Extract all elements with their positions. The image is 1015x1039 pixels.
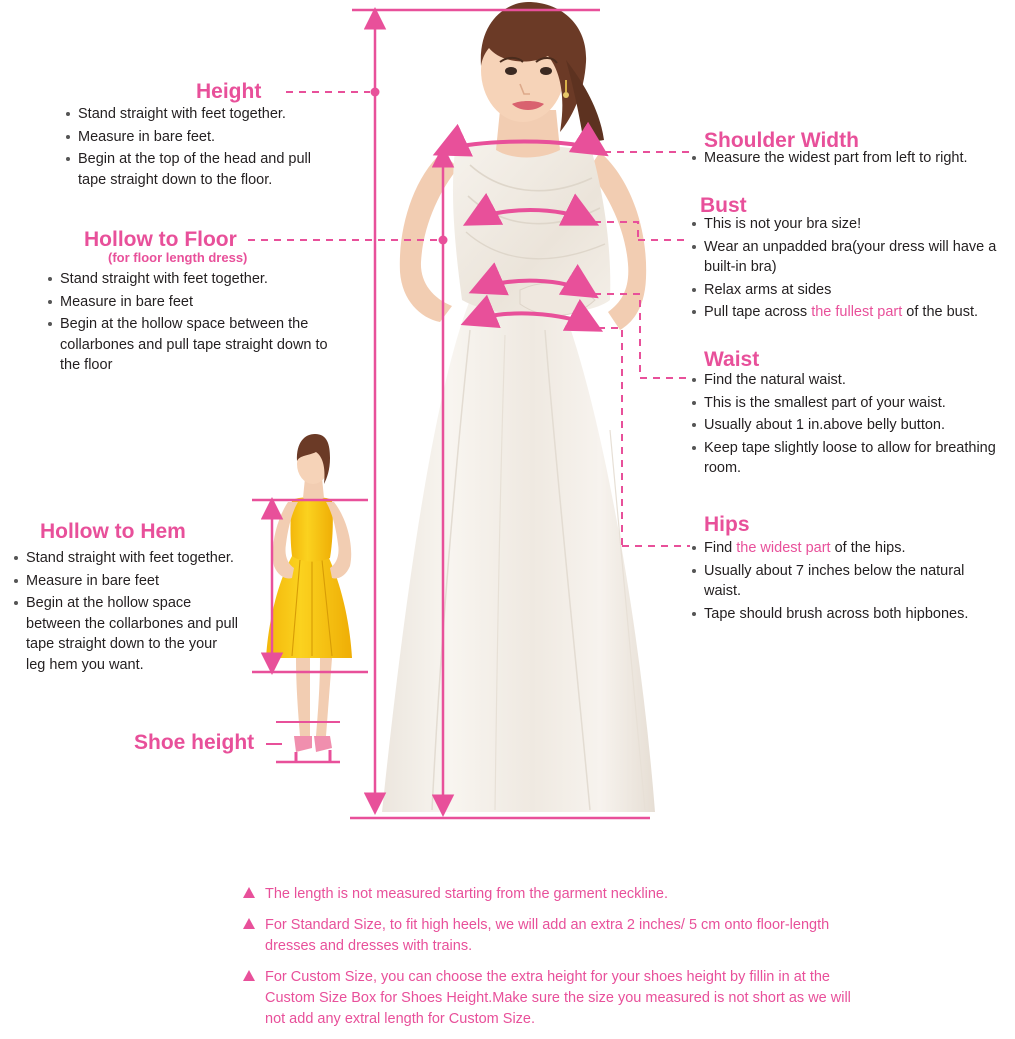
note-item <box>243 967 863 1030</box>
hollow-to-floor-bullets <box>46 269 336 378</box>
list-item-hips-widest <box>690 538 1002 559</box>
bust-title: Bust <box>700 194 747 217</box>
list-item: Keep tape slightly loose to allow for breathing room. <box>690 438 1000 479</box>
list-item: Begin at the hollow space between the collarbones and pull tape straight down to the floor <box>46 314 336 376</box>
warning-triangle-icon <box>243 970 255 981</box>
bust-bullets <box>690 214 1008 325</box>
shoe-height-title: Shoe height <box>134 731 255 754</box>
note-text: For Custom Size, you can choose the extra height for your shoes height by fillin in at the Custom Size Box for Shoes Height.Make sure the size you measured is not short as we will not add any extral length for Custom Size. <box>265 969 851 1028</box>
list-item: Measure in bare feet <box>46 292 336 313</box>
list-item: Begin at the top of the head and pull tape straight down to the floor. <box>64 149 340 190</box>
list-item-bust-fullest <box>690 302 1008 323</box>
height-bullets <box>64 104 340 192</box>
list-item: Measure in bare feet <box>12 571 238 592</box>
shoulder-width-title: Shoulder Width <box>704 129 859 152</box>
bust-last-pre: Pull tape across <box>704 304 812 321</box>
list-item: Usually about 7 inches below the natural waist. <box>690 561 1002 602</box>
list-item: This is not your bra size! <box>690 214 1008 235</box>
list-item: Stand straight with feet together. <box>12 548 238 569</box>
waist-bullets <box>690 370 1000 481</box>
list-item: Find the natural waist. <box>690 370 1000 391</box>
hips-bullets <box>690 538 1002 626</box>
waist-title: Waist <box>704 348 760 371</box>
list-item: Stand straight with feet together. <box>64 104 340 125</box>
note-item <box>243 884 863 905</box>
warning-triangle-icon <box>243 918 255 929</box>
shoulder-width-bullets <box>690 148 1010 171</box>
short-dress-model-figure <box>266 434 352 762</box>
list-item: Measure in bare feet. <box>64 127 340 148</box>
hips-first-highlight: the widest part <box>736 540 831 556</box>
warning-triangle-icon <box>243 887 255 898</box>
note-text: For Standard Size, to fit high heels, we will add an extra 2 inches/ 5 cm onto floor-length dresses and dresses with trains. <box>265 917 830 955</box>
bust-last-highlight: the fullest part <box>811 304 903 321</box>
hips-first-post: of the hips. <box>830 540 906 556</box>
list-item: Begin at the hollow space between the collarbones and pull tape straight down to the your leg hem you want. <box>12 593 238 675</box>
hollow-to-floor-subtitle: (for floor length dress) <box>108 250 248 265</box>
list-item: Stand straight with feet together. <box>46 269 336 290</box>
hollow-to-floor-title: Hollow to Floor <box>84 228 237 251</box>
height-title: Height <box>196 80 262 103</box>
note-text: The length is not measured starting from the garment neckline. <box>265 886 668 902</box>
hips-first-pre: Find <box>704 540 737 556</box>
hips-title: Hips <box>704 513 750 536</box>
bust-last-post: of the bust. <box>902 304 979 321</box>
notes-block <box>243 884 863 1030</box>
list-item: Tape should brush across both hipbones. <box>690 604 1002 625</box>
list-item: Measure the widest part from left to right. <box>690 148 1010 169</box>
list-item: Usually about 1 in.above belly button. <box>690 415 1000 436</box>
note-item <box>243 915 863 957</box>
list-item: This is the smallest part of your waist. <box>690 393 1000 414</box>
list-item: Relax arms at sides <box>690 280 1008 301</box>
list-item: Wear an unpadded bra(your dress will have a built-in bra) <box>690 237 1008 278</box>
hollow-to-hem-bullets <box>12 548 238 677</box>
main-model-figure <box>382 2 655 812</box>
hollow-to-hem-title: Hollow to Hem <box>40 520 186 543</box>
